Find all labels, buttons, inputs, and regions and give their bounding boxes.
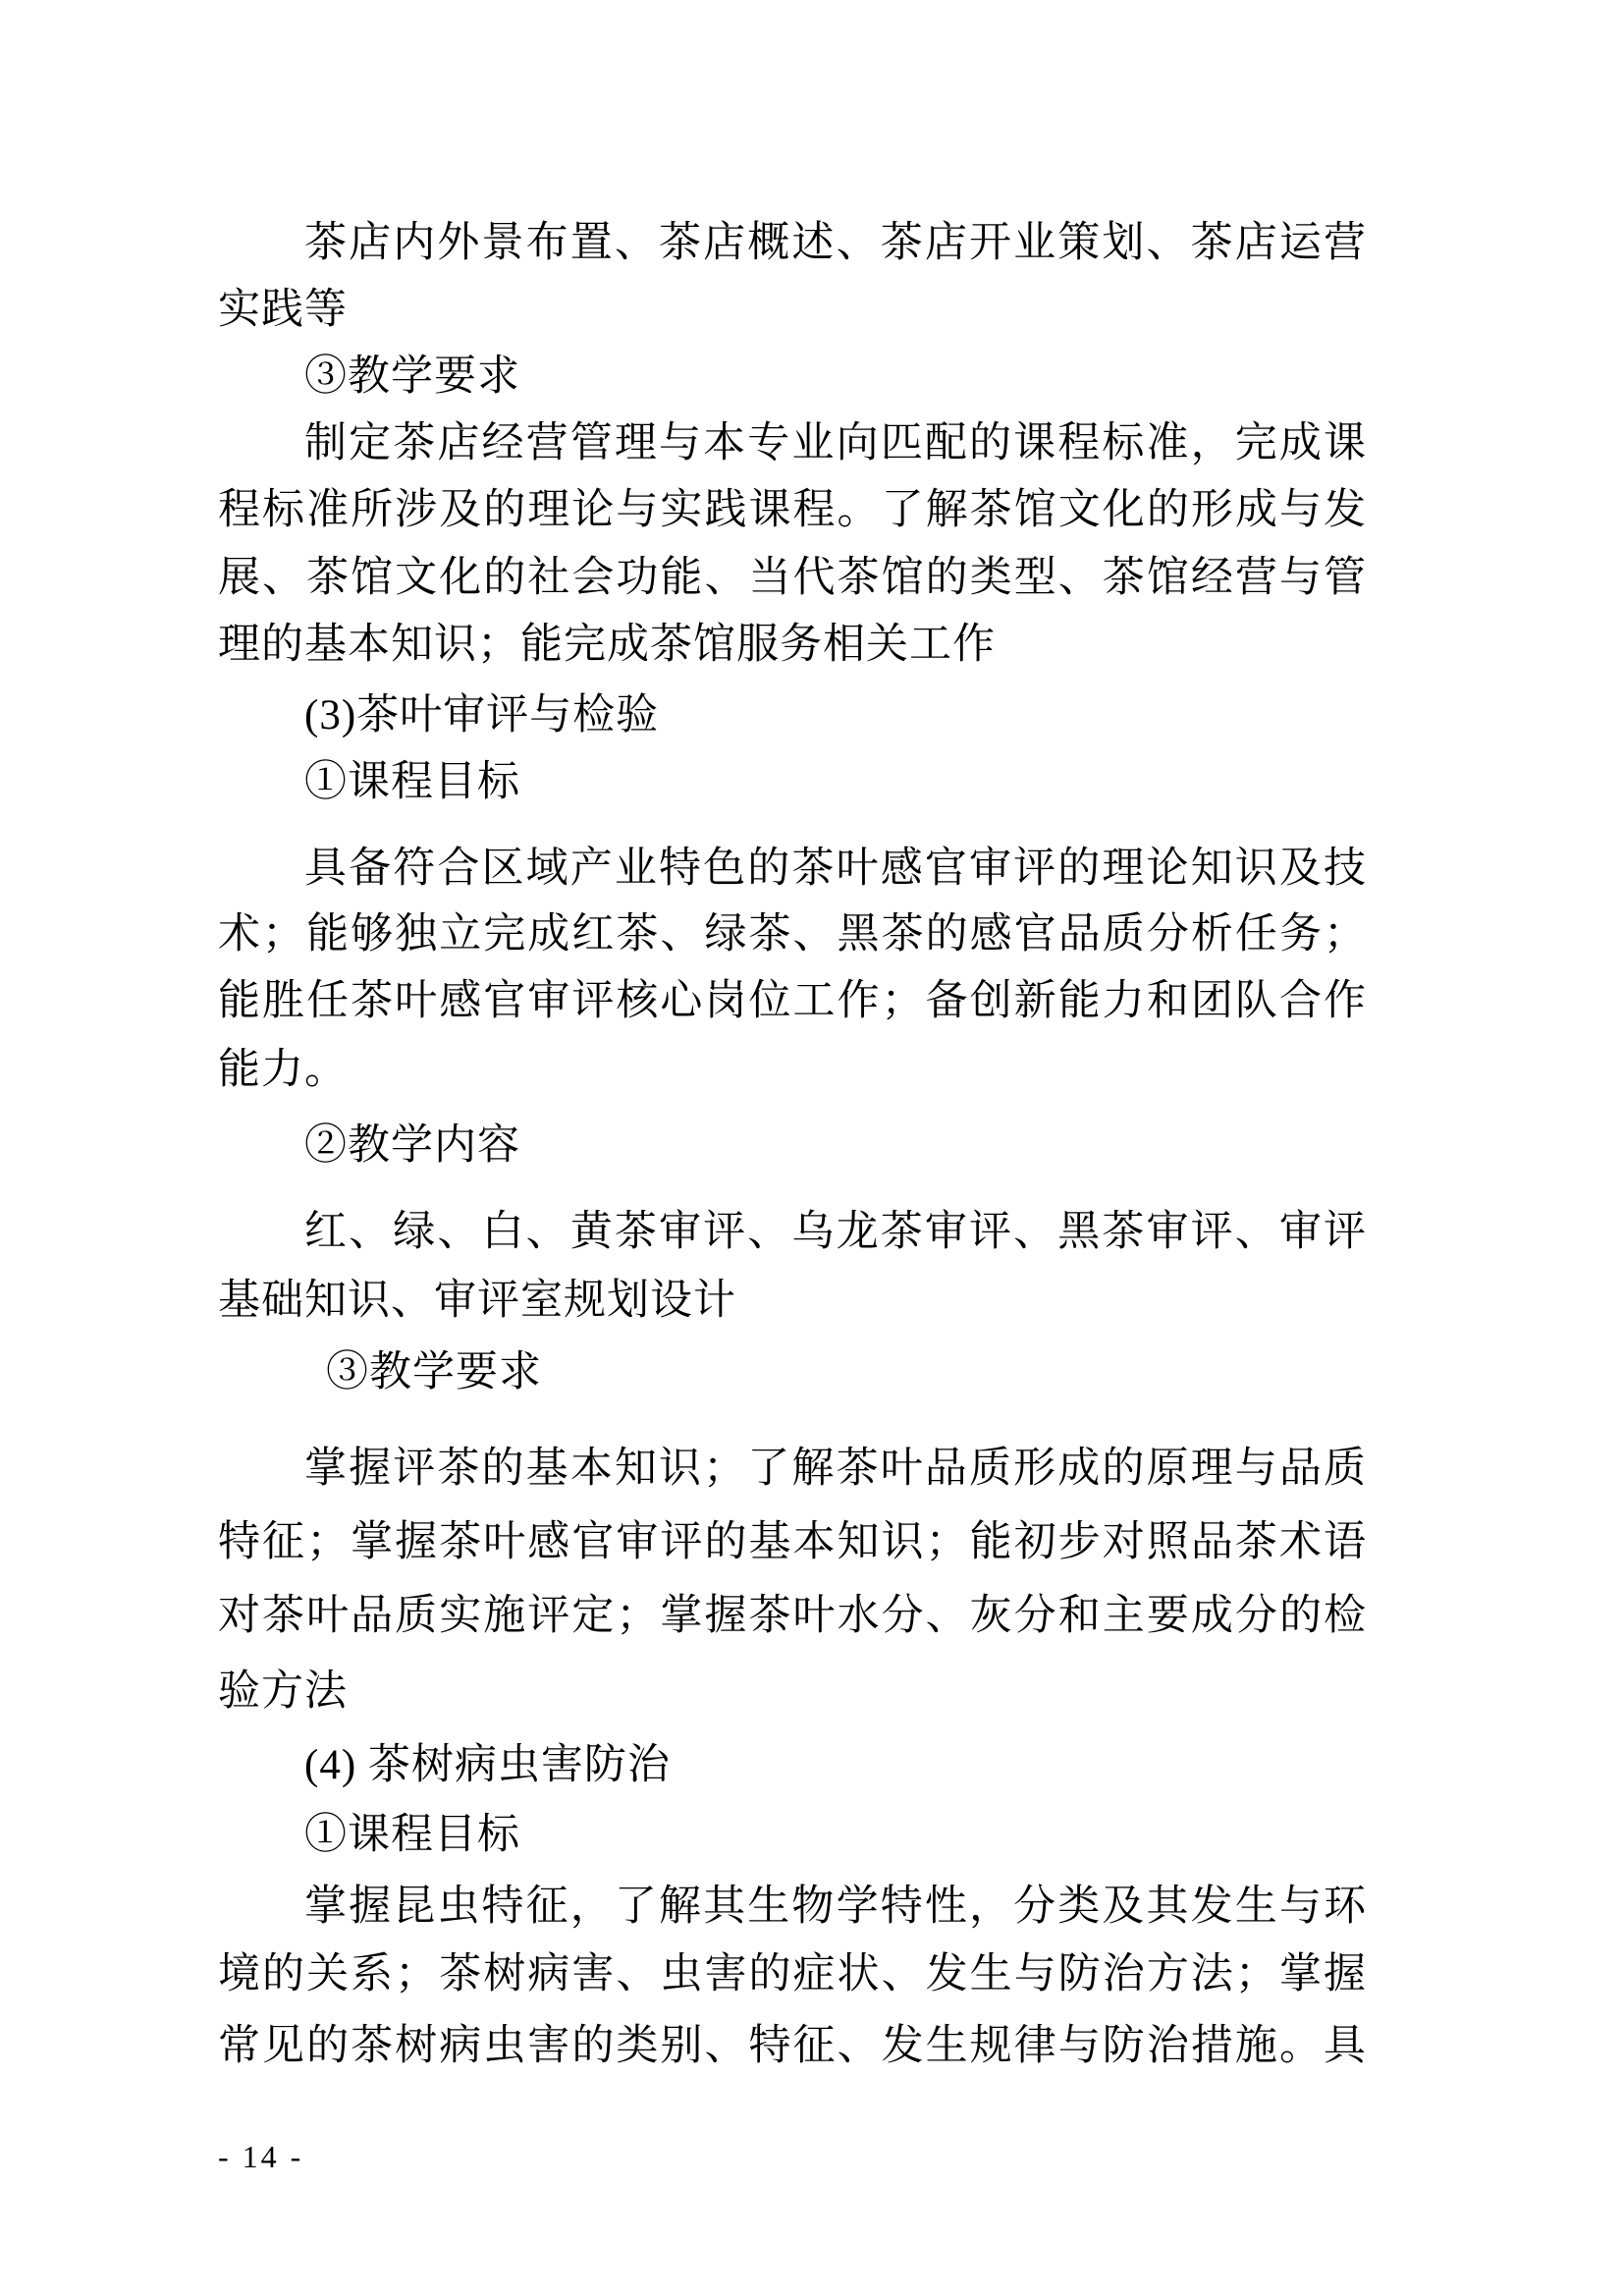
text-line: 掌握昆虫特征，了解其生物学特性，分类及其发生与环: [304, 1884, 1367, 1930]
text-line: ③教学要求: [326, 1349, 542, 1395]
page-number: - 14 -: [218, 2139, 304, 2174]
text-line: 境的关系；茶树病害、虫害的症状、发生与防治方法；掌握: [218, 1951, 1367, 1997]
text-line: (4) 茶树病虫害防治: [304, 1742, 671, 1788]
text-line: 制定茶店经营管理与本专业向匹配的课程标准，完成课: [304, 420, 1367, 466]
text-line: 常见的茶树病虫害的类别、特征、发生规律与防治措施。具: [218, 2023, 1367, 2069]
text-line: 能力。: [218, 1047, 348, 1093]
text-line: 特征；掌握茶叶感官审评的基本知识；能初步对照品茶术语: [218, 1519, 1367, 1565]
text-line: ①课程目标: [304, 1812, 520, 1858]
text-line: 程标准所涉及的理论与实践课程。了解茶馆文化的形成与发: [218, 487, 1367, 533]
text-line: 理的基本知识；能完成茶馆服务相关工作: [218, 622, 996, 668]
text-line: 基础知识、审评室规划设计: [218, 1278, 736, 1324]
text-line: ①课程目标: [304, 759, 520, 805]
text-line: (3)茶叶审评与检验: [304, 692, 660, 738]
text-line: 实践等: [218, 287, 348, 333]
text-line: 具备符合区域产业特色的茶叶感官审评的理论知识及技: [304, 846, 1367, 892]
text-line: 展、茶馆文化的社会功能、当代茶馆的类型、茶馆经营与管: [218, 555, 1367, 601]
text-line: 术；能够独立完成红茶、绿茶、黑茶的感官品质分析任务；: [218, 911, 1367, 957]
text-line: 能胜任茶叶感官审评核心岗位工作；备创新能力和团队合作: [218, 978, 1367, 1024]
text-line: ②教学内容: [304, 1122, 520, 1169]
text-line: 茶店内外景布置、茶店概述、茶店开业策划、茶店运营: [304, 220, 1367, 266]
text-line: 对茶叶品质实施评定；掌握茶叶水分、灰分和主要成分的检: [218, 1593, 1367, 1639]
text-line: 验方法: [218, 1668, 348, 1715]
text-line: 掌握评茶的基本知识；了解茶叶品质形成的原理与品质: [304, 1446, 1367, 1492]
text-line: ③教学要求: [304, 354, 520, 400]
text-line: 红、绿、白、黄茶审评、乌龙茶审评、黑茶审评、审评: [304, 1209, 1367, 1255]
